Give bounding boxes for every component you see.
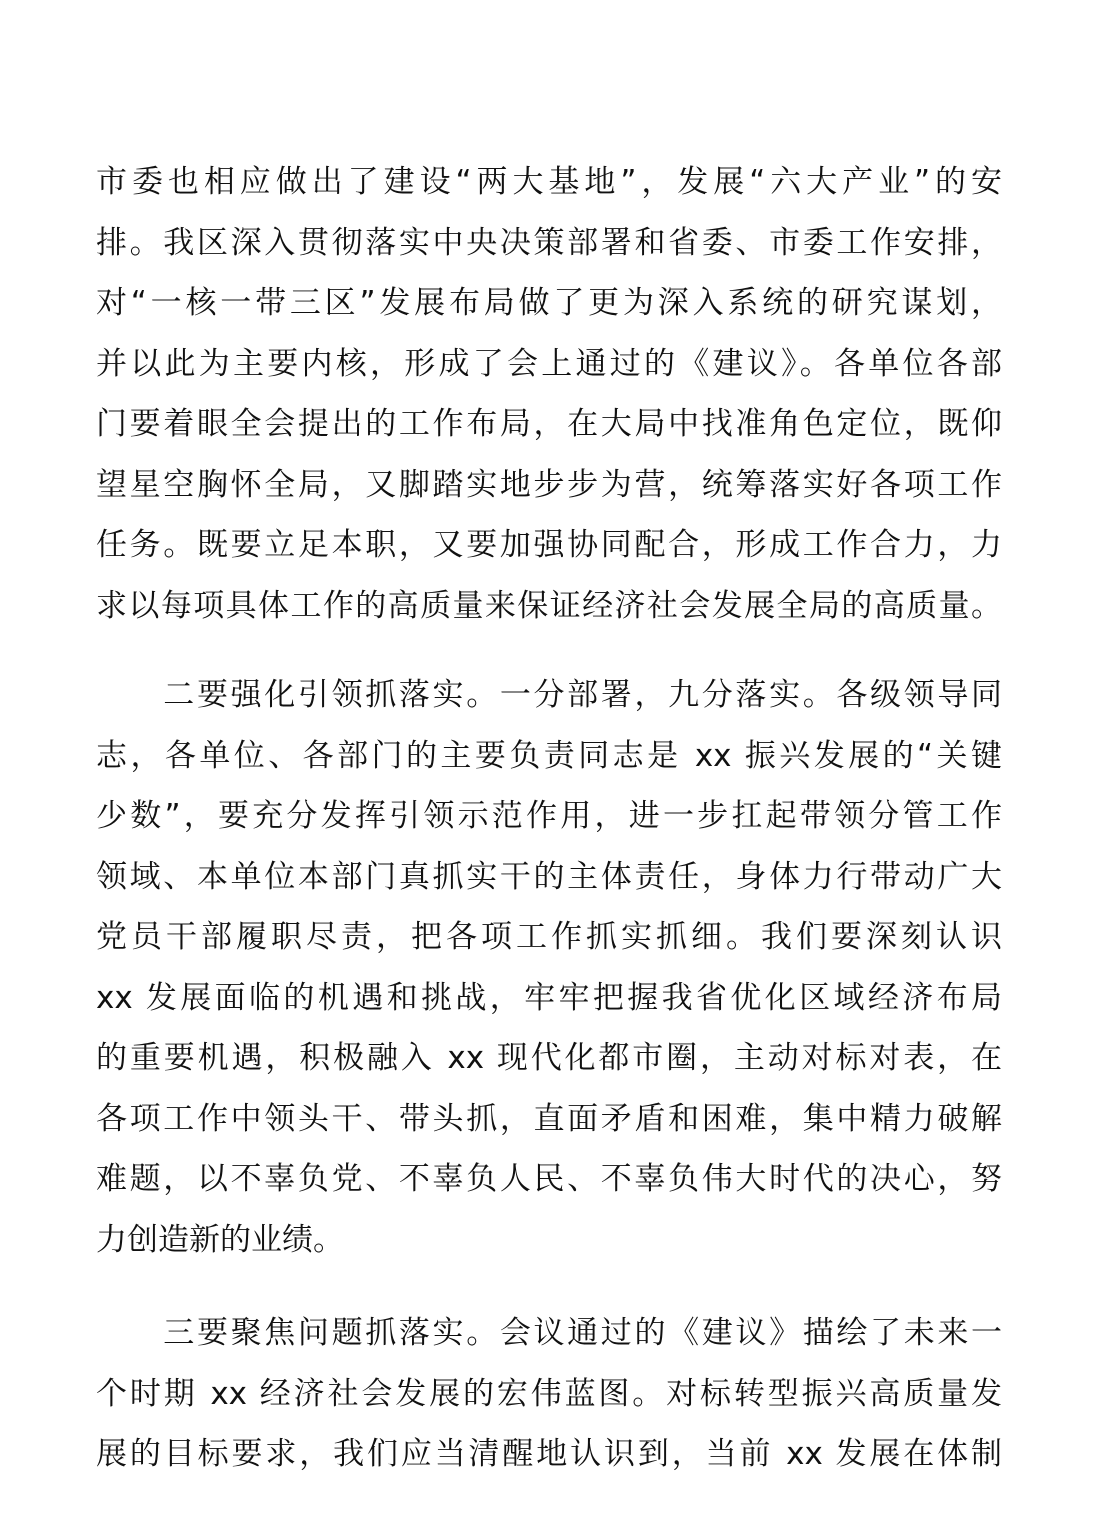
text-line: 门要着眼全会提出的工作布局，在大局中找准角色定位，既仰 xyxy=(96,406,1002,442)
text-line: 个时期 xx 经济社会发展的宏伟蓝图。对标转型振兴高质量发 xyxy=(96,1375,1002,1412)
text-line: 力创造新的业绩。 xyxy=(96,1221,344,1258)
text-line: 二要强化引领抓落实。一分部署，九分落实。各级领导同 xyxy=(96,677,1002,713)
paragraph-3 xyxy=(96,1303,1002,1485)
text-line: 的重要机遇，积极融入 xx 现代化都市圈，主动对标对表，在 xyxy=(96,1040,1002,1076)
text-line: 三要聚焦问题抓落实。会议通过的《建议》描绘了未来一 xyxy=(96,1315,1002,1351)
text-line: 求以每项具体工作的高质量来保证经济社会发展全局的高质量。 xyxy=(96,587,1002,624)
text-line: 难题，以不辜负党、不辜负人民、不辜负伟大时代的决心，努 xyxy=(96,1161,1002,1197)
text-line: 少数”，要充分发挥引领示范作用，进一步扛起带领分管工作 xyxy=(96,798,1002,834)
text-line: 展的目标要求，我们应当清醒地认识到，当前 xx 发展在体制 xyxy=(96,1436,1002,1472)
text-line: 领域、本单位本部门真抓实干的主体责任，身体力行带动广大 xyxy=(96,858,1002,895)
text-line: 市委也相应做出了建设“两大基地”，发展“六大产业”的安 xyxy=(96,164,1002,200)
text-line: 党员干部履职尽责，把各项工作抓实抓细。我们要深刻认识 xyxy=(96,919,1002,955)
text-line: 各项工作中领头干、带头抓，直面矛盾和困难，集中精力破解 xyxy=(96,1100,1002,1137)
text-line: 排。我区深入贯彻落实中央决策部署和省委、市委工作安排， xyxy=(96,224,1002,261)
text-line: 志，各单位、各部门的主要负责同志是 xx 振兴发展的“关键 xyxy=(96,737,1002,774)
text-line: 望星空胸怀全局，又脚踏实地步步为营，统筹落实好各项工作 xyxy=(96,466,1002,503)
text-line: 任务。既要立足本职，又要加强协同配合，形成工作合力，力 xyxy=(96,527,1002,563)
text-line: 对“一核一带三区”发展布局做了更为深入系统的研究谋划， xyxy=(96,285,1002,321)
paragraph-1 xyxy=(96,152,1002,636)
paragraph-2 xyxy=(96,665,1002,1270)
text-line: xx 发展面临的机遇和挑战，牢牢把握我省优化区域经济布局 xyxy=(96,979,1002,1016)
text-line: 并以此为主要内核，形成了会上通过的《建议》。各单位各部 xyxy=(96,345,1002,382)
